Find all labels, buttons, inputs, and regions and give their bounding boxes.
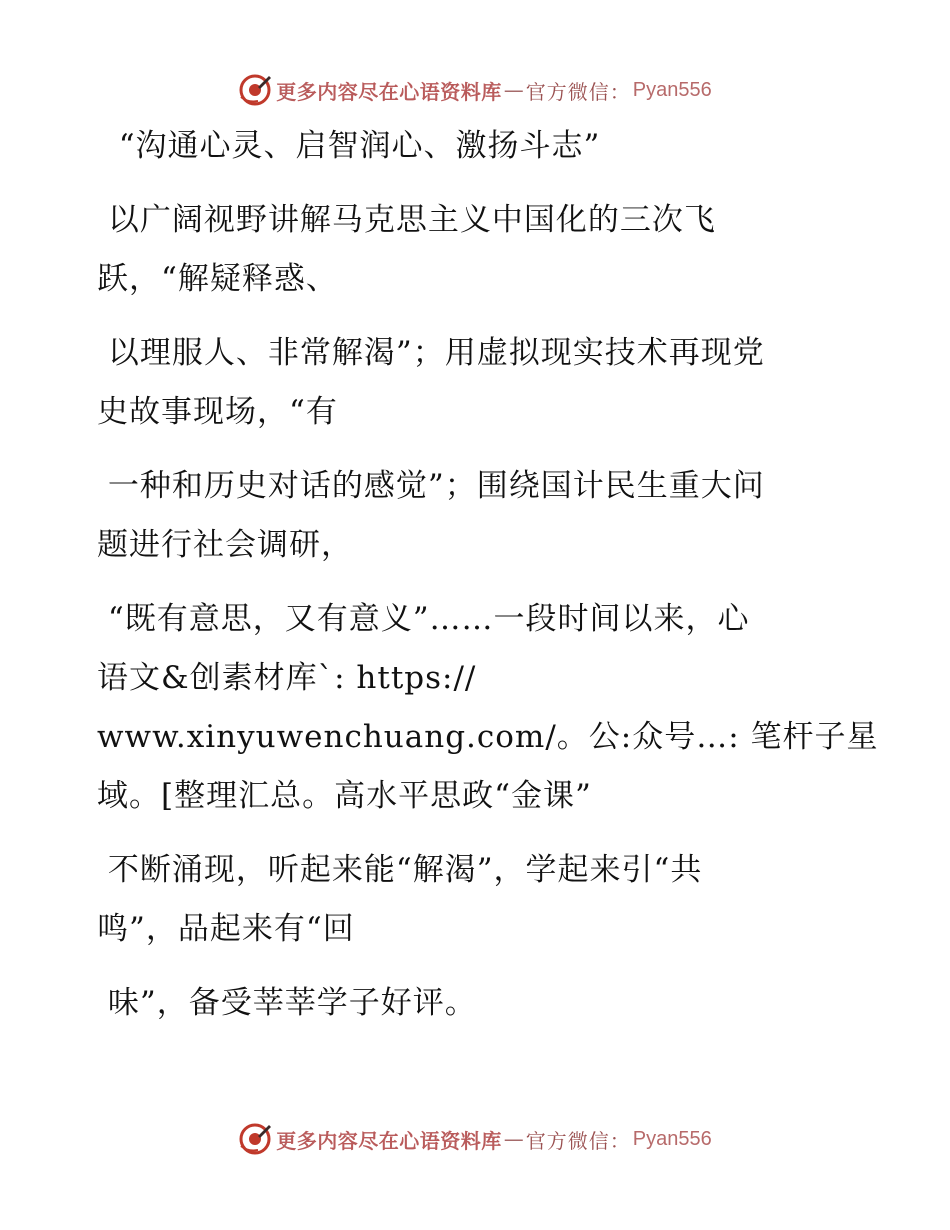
- footer-banner: [0, 1119, 950, 1159]
- footer-banner-text: 更多内容尽在心语资料库: [276, 1128, 502, 1153]
- body-line-11: 域。[整理汇总。高水平思政“金课”: [97, 778, 592, 814]
- header-banner: [0, 70, 950, 110]
- body-line-7: 题进行社会调研，: [97, 527, 353, 563]
- footer-wechat-label: 官方微信：: [525, 1128, 631, 1153]
- body-line-5: 史故事现场，“有: [97, 394, 338, 430]
- body-line-3: 跃，“解疑释惑、: [97, 261, 338, 297]
- body-line-2: 以广阔视野讲解马克思主义中国化的三次飞: [97, 202, 716, 238]
- header-wechat-id: Pyan556: [632, 78, 712, 101]
- body-line-8: “既有意思，又有意义”……一段时间以来，心: [97, 601, 750, 637]
- body-line-6: 一种和历史对话的感觉”；围绕国计民生重大问: [97, 468, 765, 504]
- header-banner-text: 更多内容尽在心语资料库: [276, 79, 502, 104]
- body-line-1: “沟通心灵、启智润心、激扬斗志”: [97, 128, 601, 164]
- body-line-4: 以理服人、非常解渴”；用虚拟现实技术再现党: [97, 335, 765, 371]
- body-line-12: 不断涌现，听起来能“解渴”，学起来引“共: [97, 852, 703, 888]
- header-wechat-label: 官方微信：: [525, 79, 631, 104]
- footer-wechat-id: Pyan556: [632, 1127, 712, 1150]
- logo-icon: [238, 73, 272, 107]
- header-banner-separator: —: [503, 78, 524, 102]
- body-line-13: 鸣”，品起来有“回: [97, 911, 355, 947]
- body-line-14: 味”，备受莘莘学子好评。: [97, 985, 477, 1021]
- body-line-10: www.xinyuwenchuang.com/。公:众号…: 笔杆子星: [97, 719, 879, 755]
- logo-icon: [238, 1122, 272, 1156]
- footer-banner-separator: —: [503, 1127, 524, 1151]
- body-line-9: 语文&创素材库`: https://: [97, 660, 477, 696]
